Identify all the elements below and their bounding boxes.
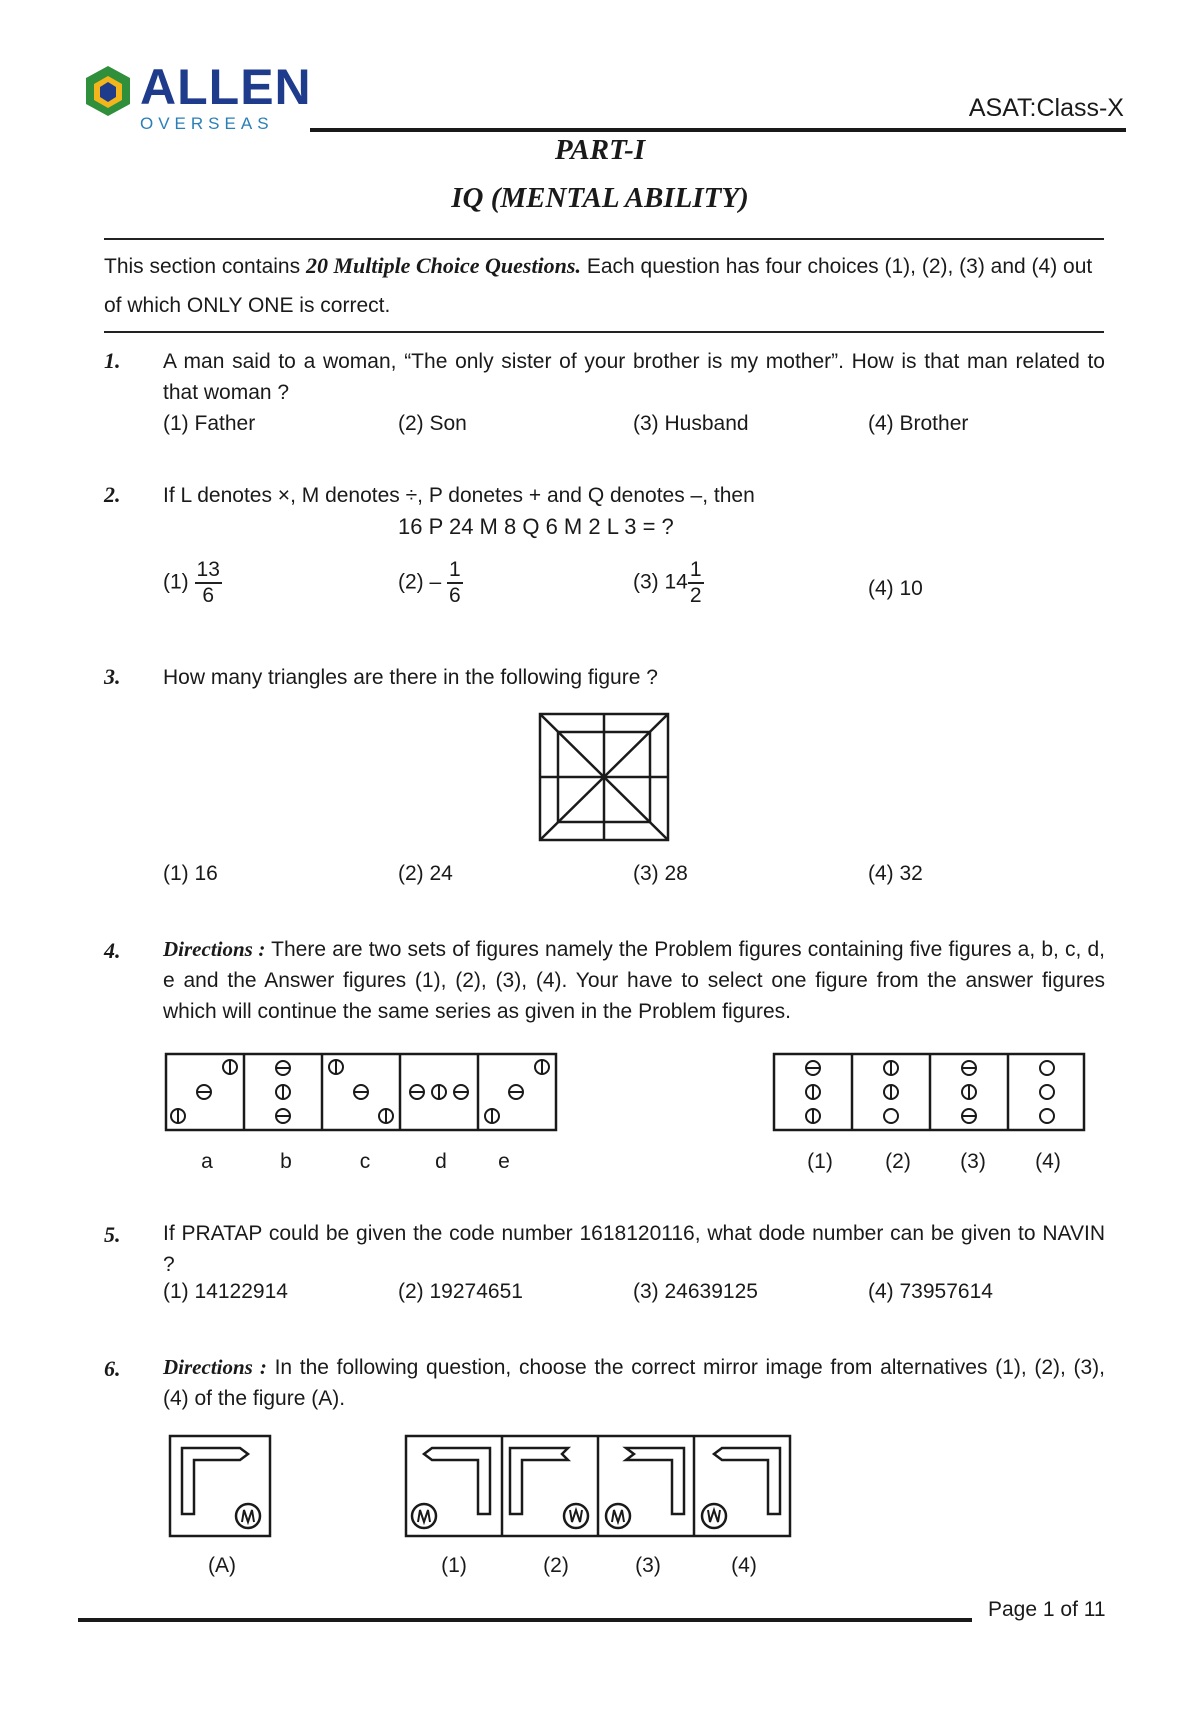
figure-label: d [435,1150,447,1173]
instructions-text-pre: This section contains [104,255,306,278]
figure-label: b [280,1150,292,1173]
figure-label: (3) [960,1150,986,1173]
question-text: If PRATAP could be given the code number 1618120116, what dode number can be given to NAVIN ? [163,1222,1105,1276]
class-label: ASAT:Class-X [968,94,1124,122]
figure-label: (1) [441,1554,467,1577]
part-title: PART-I [554,134,646,166]
instructions-bold: 20 Multiple Choice Questions. [305,253,581,278]
option: (2) 24 [398,862,453,885]
question-text: How many triangles are there in the following figure ? [163,666,658,689]
figure-label: a [201,1150,213,1173]
question-number: 1. [104,348,121,373]
brand-name: ALLEN [140,59,312,115]
option: (3) 24639125 [633,1280,758,1303]
question-number: 6. [104,1356,121,1381]
instructions [104,238,1104,333]
option: (2) 19274651 [398,1280,523,1303]
option: (1) Father [163,412,256,435]
question-text: Directions : There are two sets of figures namely the Problem figures containing five figures a, b, c, d, e and the Answer figures (1), (2), (3), (4). Your have to select one figure from the answer figures which will continue the same series as given in the Problem figures. [163,937,1106,1023]
question-number: 2. [104,482,121,507]
figure-label: (A) [208,1554,236,1577]
answer-figures [772,1052,1086,1132]
question-text: A man said to a woman, “The only sister of your brother is my mother”. How is that man related to that woman ? [163,350,1105,404]
figure-label: (2) [543,1554,569,1577]
question-text: If L denotes ×, M denotes ÷, P donetes + and Q denotes –, then [163,484,755,507]
page-number: Page 1 of 11 [988,1598,1106,1621]
option: (1) 16 [163,862,218,885]
mirror-answer-figures [404,1434,792,1538]
section-title: IQ (MENTAL ABILITY) [451,182,749,214]
triangle-count-figure [538,712,670,842]
option: (3) 14 $\frac{1}{2}$ [633,558,702,607]
option: (2) Son [398,412,467,435]
expression: 16 P 24 M 8 Q 6 M 2 L 3 = ? [398,514,674,539]
header-rule [310,128,1126,132]
option: (1) $\frac{13}{6}$ [163,558,220,607]
figure-label: (1) [807,1150,833,1173]
figure-label: e [498,1150,510,1173]
brand-subname: OVERSEAS [140,114,274,133]
mirror-question-figure [168,1434,272,1538]
option: (1) 14122914 [163,1280,288,1303]
figure-label: (4) [1035,1150,1061,1173]
instructions-text-post: Each question has four choices (1), (2), (3) and (4) out of which ONLY ONE is correct. [104,255,1093,317]
footer-rule [78,1618,972,1622]
question-number: 3. [104,664,121,689]
figure-label: (2) [885,1150,911,1173]
option: (2) – $\frac{1}{6}$ [398,558,461,607]
option: (4) 73957614 [868,1280,993,1303]
figure-label: (3) [635,1554,661,1577]
question-number: 5. [104,1222,121,1247]
option: (3) Husband [633,412,749,435]
option: (3) 28 [633,862,688,885]
option: (4) 32 [868,862,923,885]
figure-label: (4) [731,1554,757,1577]
problem-figures [164,1052,558,1132]
option: (4) Brother [868,412,969,435]
question-number: 4. [104,938,121,963]
figure-label: c [359,1150,371,1173]
option: (4) 10 [868,577,923,600]
question-text: Directions : In the following question, choose the correct mirror image from alternatives (1), (2), (3), (4) of the figure (A). [163,1355,1106,1410]
